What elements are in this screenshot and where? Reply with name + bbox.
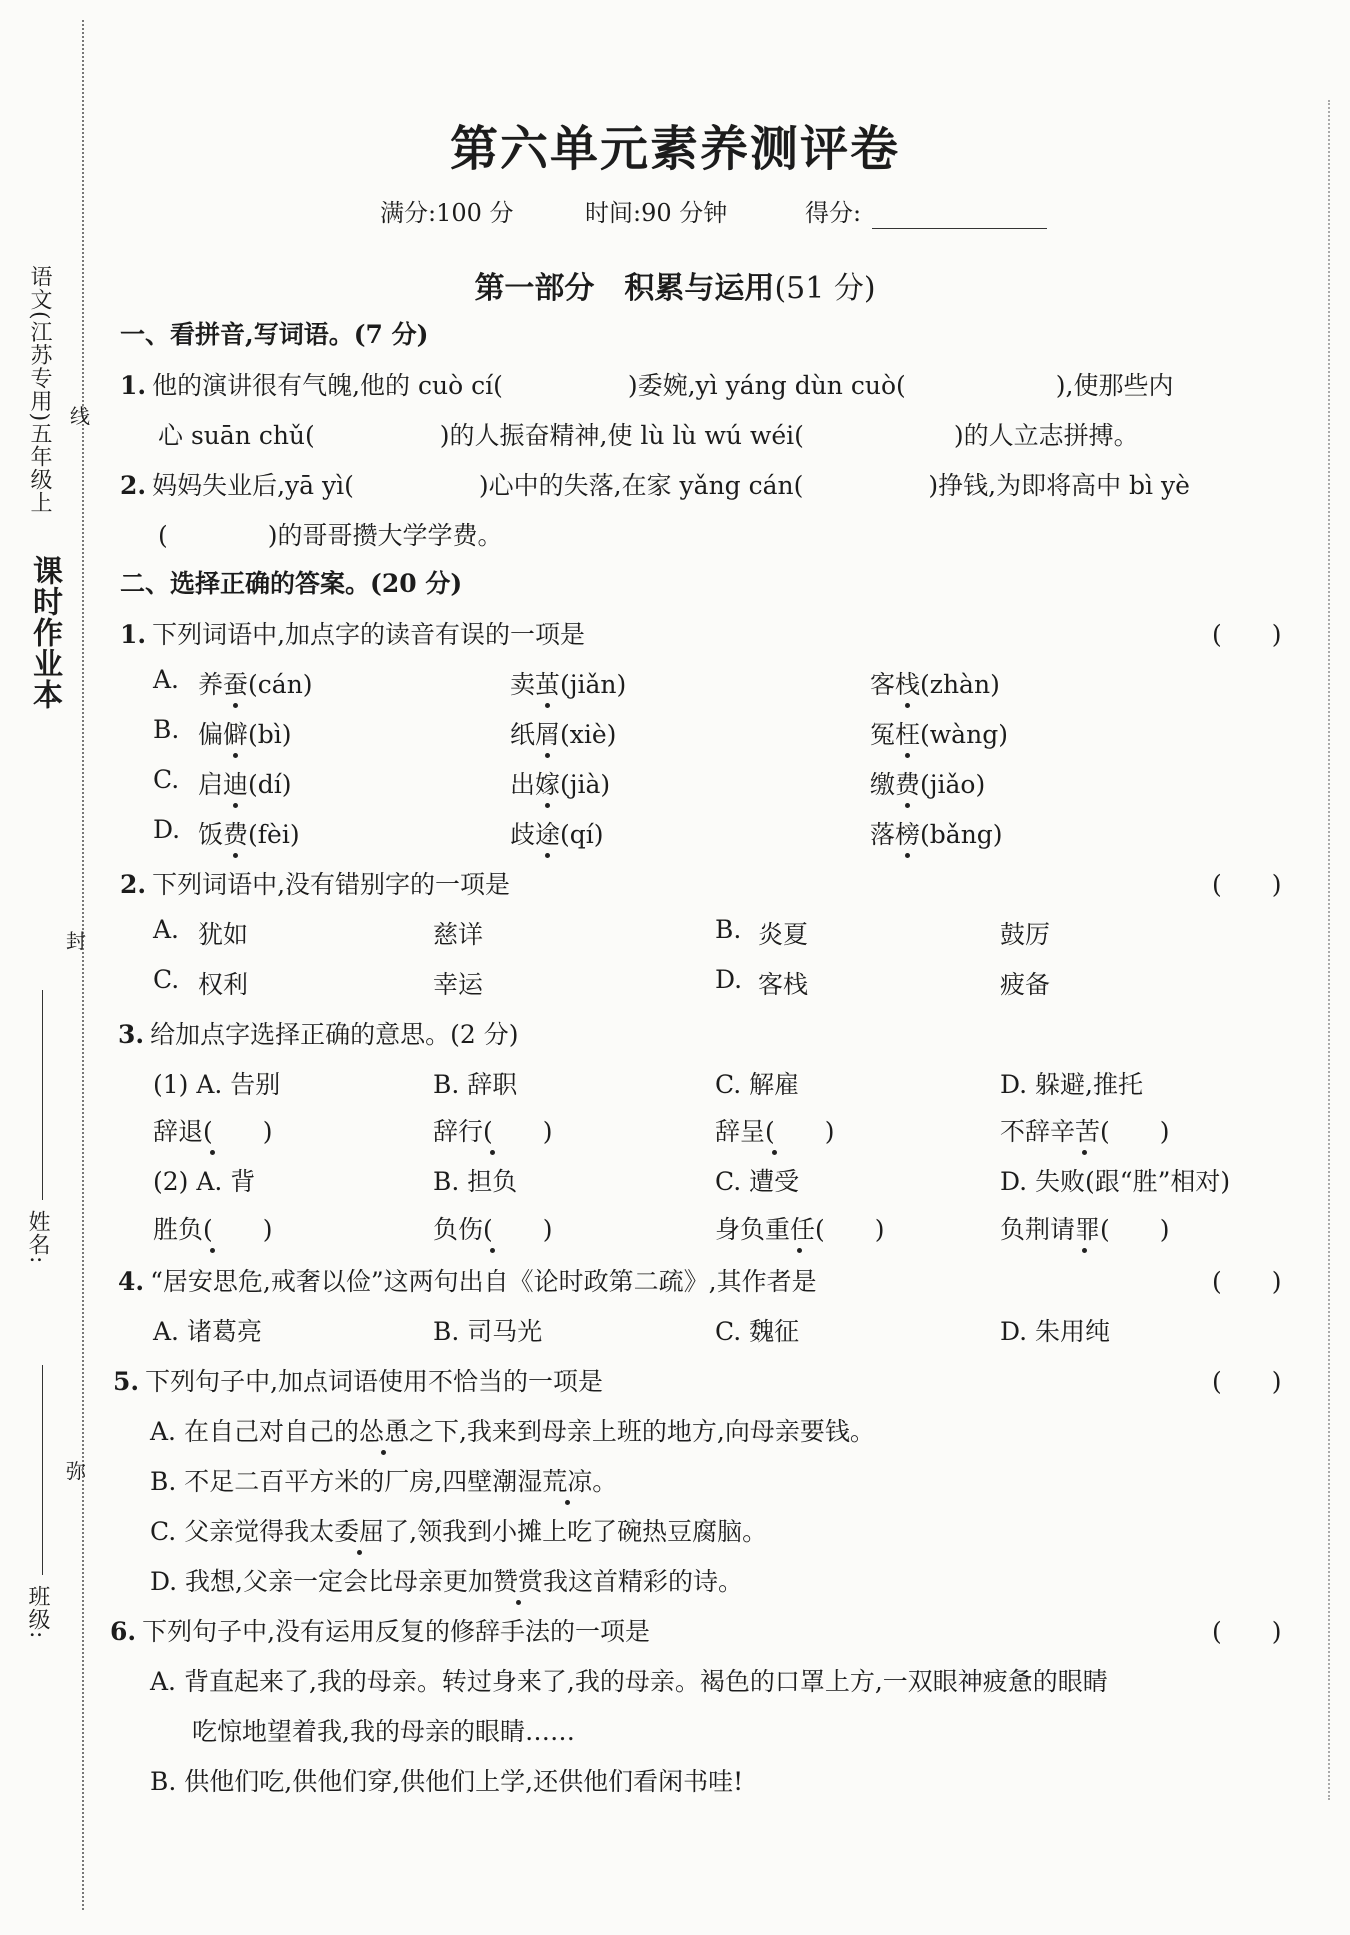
s2-q4-stem: 4. “居安思危,戒奢以俭”这两句出自《论时政第二疏》,其作者是	[118, 1267, 817, 1296]
s2-q2-word: 炎夏	[758, 920, 809, 949]
s2-q1-word: 启迪(dí)	[198, 770, 292, 799]
s2-q3-word[interactable]: 负伤( )	[433, 1215, 553, 1244]
s2-q3-stem: 3. 给加点字选择正确的意思。(2 分)	[118, 1020, 519, 1049]
s2-q1-word: 落榜(bǎng)	[870, 820, 1003, 849]
s2-q1-option-label[interactable]: D.	[153, 815, 181, 844]
s1-q2-line1: 2. 妈妈失业后,yā yì( )心中的失落,在家 yǎng cán( )挣钱,为即将高中 bì yè	[120, 471, 1190, 500]
s2-q2-word: 鼓厉	[1000, 920, 1051, 949]
s2-q2-word: 慈详	[433, 920, 484, 949]
s2-q3-g1-b: B. 辞职	[433, 1070, 518, 1099]
name-field-line[interactable]	[42, 990, 43, 1200]
cut-line-mark: 线	[70, 404, 90, 428]
s2-q5-option-b[interactable]: B. 不足二百平方米的厂房,四壁潮湿荒凉。	[150, 1467, 618, 1496]
s2-q1-word: 卖茧(jiǎn)	[510, 670, 627, 699]
seal-mark-2: 弥	[66, 1459, 86, 1483]
s2-q1-stem: 1. 下列词语中,加点字的读音有误的一项是	[120, 620, 586, 649]
s2-q3-g1-a: (1) A. 告别	[153, 1070, 281, 1099]
answer-paren[interactable]: ( )	[1212, 1617, 1282, 1646]
s2-q1-word: 客栈(zhàn)	[870, 670, 1000, 699]
s2-q1-word: 缴费(jiǎo)	[870, 770, 986, 799]
seal-mark: 封	[66, 929, 86, 953]
s2-q1-word: 养蚕(cán)	[198, 670, 313, 699]
s2-q1-word: 偏僻(bì)	[198, 720, 292, 749]
s2-q3-word[interactable]: 胜负( )	[153, 1215, 273, 1244]
s2-q2-word: 权利	[198, 970, 249, 999]
full-score: 满分:100 分	[380, 199, 514, 227]
subject-label: 语文(江苏专用)五年级上	[27, 265, 52, 515]
s2-q3-word[interactable]: 不辞辛苦( )	[1000, 1117, 1170, 1146]
s2-q2-stem: 2. 下列词语中,没有错别字的一项是	[120, 870, 511, 899]
s2-q3-word[interactable]: 辞行( )	[433, 1117, 553, 1146]
s2-q2-option-label[interactable]: C.	[153, 965, 180, 994]
s2-q4-option-b[interactable]: B. 司马光	[433, 1317, 543, 1346]
s2-q4-option-a[interactable]: A. 诸葛亮	[153, 1317, 262, 1346]
page-title: 第六单元素养测评卷	[449, 121, 900, 177]
s2-q3-g2-d: D. 失败(跟“胜”相对)	[1000, 1167, 1231, 1196]
s2-q3-g2-a: (2) A. 背	[153, 1167, 256, 1196]
s2-q1-word: 歧途(qí)	[510, 820, 604, 849]
s1-q2-line2: ( )的哥哥攒大学学费。	[158, 521, 503, 550]
brand-label: 课时作业本	[27, 555, 62, 710]
s2-q1-option-label[interactable]: B.	[153, 715, 180, 744]
s2-q2-option-label[interactable]: A.	[153, 915, 180, 944]
s2-q2-word: 犹如	[198, 920, 249, 949]
s2-q3-word[interactable]: 负荆请罪( )	[1000, 1215, 1170, 1244]
class-field-line[interactable]	[42, 1365, 43, 1575]
name-field-label: 姓名:	[25, 1210, 50, 1265]
s2-q6-option-a[interactable]: A. 背直起来了,我的母亲。转过身来了,我的母亲。褐色的口罩上方,一双眼神疲惫的眼睛	[150, 1667, 1108, 1696]
right-dotted-line	[1328, 100, 1330, 1800]
section-2-title: 二、选择正确的答案。(20 分)	[120, 569, 463, 598]
s2-q6-option-b[interactable]: B. 供他们吃,供他们穿,供他们上学,还供他们看闲书哇!	[150, 1767, 744, 1796]
s2-q2-option-label[interactable]: D.	[715, 965, 743, 994]
s2-q1-word: 冤枉(wàng)	[870, 720, 1008, 749]
s2-q6-option-a-cont: 吃惊地望着我,我的母亲的眼睛……	[192, 1717, 575, 1746]
s1-q1-line1: 1. 他的演讲很有气魄,他的 cuò cí( )委婉,yì yáng dùn cuò( ),使那些内	[120, 371, 1174, 400]
s2-q1-option-label[interactable]: C.	[153, 765, 180, 794]
s2-q5-option-c[interactable]: C. 父亲觉得我太委屈了,领我到小摊上吃了碗热豆腐脑。	[150, 1517, 768, 1546]
s2-q2-option-label[interactable]: B.	[715, 915, 742, 944]
s2-q3-g1-d: D. 躲避,推托	[1000, 1070, 1143, 1099]
s2-q5-option-d[interactable]: D. 我想,父亲一定会比母亲更加赞赏我这首精彩的诗。	[150, 1567, 744, 1596]
s2-q1-option-label[interactable]: A.	[153, 665, 180, 694]
time-limit: 时间:90 分钟	[585, 199, 728, 227]
answer-paren[interactable]: ( )	[1212, 620, 1282, 649]
s2-q3-word[interactable]: 辞呈( )	[715, 1117, 835, 1146]
s2-q5-option-a[interactable]: A. 在自己对自己的怂恿之下,我来到母亲上班的地方,向母亲要钱。	[150, 1417, 875, 1446]
part-one-title: 第一部分 积累与运用(51 分)	[474, 271, 876, 306]
s2-q4-option-c[interactable]: C. 魏征	[715, 1317, 800, 1346]
s2-q4-option-d[interactable]: D. 朱用纯	[1000, 1317, 1111, 1346]
s2-q2-word: 疲备	[1000, 970, 1051, 999]
answer-paren[interactable]: ( )	[1212, 1367, 1282, 1396]
s1-q1-line2: 心 suān chǔ( )的人振奋精神,使 lù lù wú wéi( )的人立志拼搏。	[158, 421, 1139, 450]
s2-q3-word[interactable]: 身负重任( )	[715, 1215, 885, 1244]
s2-q5-stem: 5. 下列句子中,加点词语使用不恰当的一项是	[113, 1367, 604, 1396]
s2-q1-word: 纸屑(xiè)	[510, 720, 617, 749]
s2-q3-g2-c: C. 遭受	[715, 1167, 800, 1196]
class-field-label: 班级:	[25, 1585, 50, 1640]
section-1-title: 一、看拼音,写词语。(7 分)	[120, 320, 429, 349]
s2-q1-word: 饭费(fèi)	[198, 820, 300, 849]
score-label: 得分:	[805, 199, 862, 227]
s2-q1-word: 出嫁(jià)	[510, 770, 611, 799]
answer-paren[interactable]: ( )	[1212, 870, 1282, 899]
s2-q6-stem: 6. 下列句子中,没有运用反复的修辞手法的一项是	[110, 1617, 651, 1646]
s2-q2-word: 幸运	[433, 970, 484, 999]
s2-q3-g1-c: C. 解雇	[715, 1070, 800, 1099]
score-input-line[interactable]	[872, 228, 1047, 229]
answer-paren[interactable]: ( )	[1212, 1267, 1282, 1296]
s2-q2-word: 客栈	[758, 970, 809, 999]
s2-q3-word[interactable]: 辞退( )	[153, 1117, 273, 1146]
s2-q3-g2-b: B. 担负	[433, 1167, 518, 1196]
